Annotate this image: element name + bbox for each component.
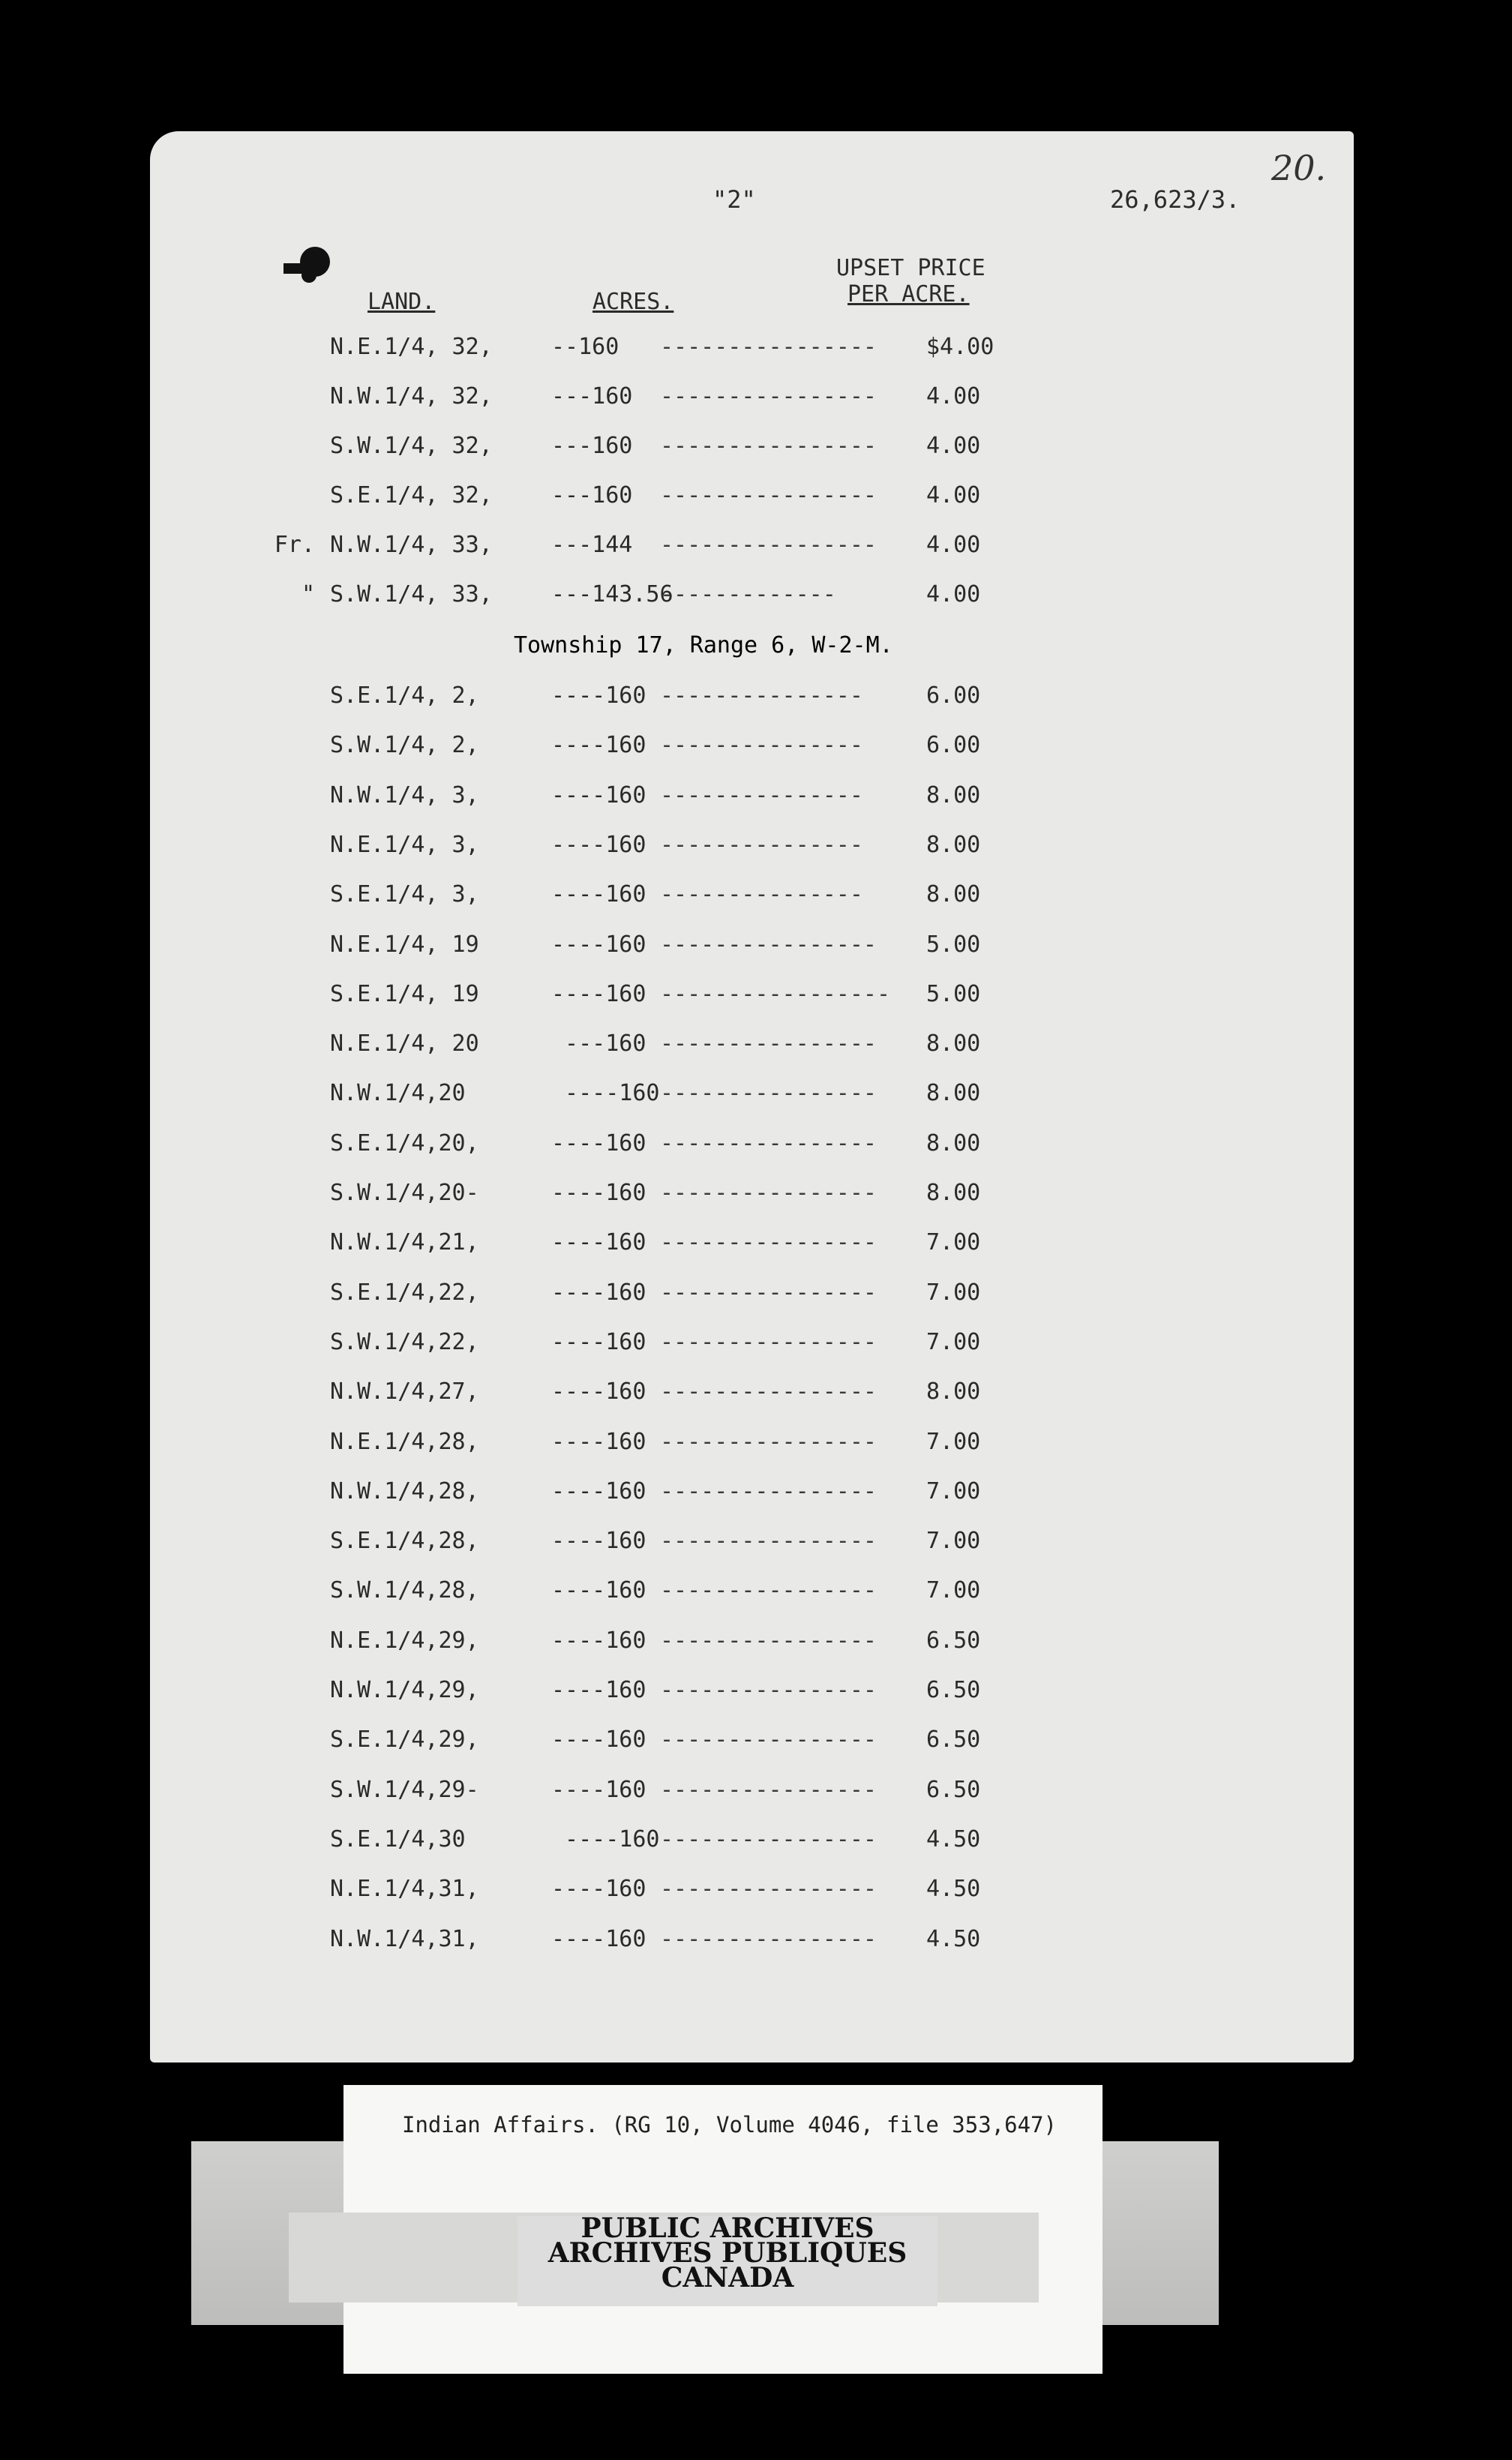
price-per-acre: 8.00 (926, 1180, 981, 1206)
ink-blot-icon (284, 245, 333, 287)
land-row (150, 1130, 1354, 1168)
price-per-acre: 4.00 (926, 532, 981, 558)
acres-value: ----160 (551, 1080, 660, 1107)
leader-dashes: ---------------- (660, 482, 877, 508)
leader-dashes: ---------------- (660, 1528, 877, 1555)
land-prefix: Fr. (274, 532, 315, 558)
acres-value: ----160 (551, 1528, 646, 1555)
acres-value: ----160 (551, 1577, 646, 1604)
land-description: N.E.1/4, 19 (330, 931, 479, 958)
header-acres: ACRES. (592, 289, 674, 315)
leader-dashes: ---------------- (660, 1080, 877, 1107)
acres-value: ----160 (551, 1677, 646, 1703)
acres-value: ----160 (551, 1229, 646, 1256)
leader-dashes: ---------------- (660, 1577, 877, 1604)
land-description: S.W.1/4,28, (330, 1577, 479, 1604)
price-per-acre: 8.00 (926, 782, 981, 808)
acres-value: ----160 (551, 782, 646, 808)
acres-value: ----160 (551, 682, 646, 709)
price-per-acre: 8.00 (926, 1080, 981, 1107)
land-row (150, 1229, 1354, 1267)
price-per-acre: 6.50 (926, 1627, 981, 1654)
land-description: N.E.1/4,31, (330, 1876, 479, 1903)
price-per-acre: 5.00 (926, 931, 981, 958)
leader-dashes: ----------------- (660, 980, 891, 1007)
header-per-acre: PER ACRE. (848, 281, 970, 308)
land-row (150, 1777, 1354, 1814)
land-row (150, 482, 1354, 520)
file-reference: 26,623/3. (1110, 185, 1240, 214)
archive-caption: Indian Affairs. (RG 10, Volume 4046, file 353,647) (402, 2112, 1057, 2138)
page-label: "2" (712, 185, 756, 214)
document-page (150, 131, 1354, 2062)
land-row (150, 1577, 1354, 1615)
land-row (150, 1478, 1354, 1516)
land-description: N.W.1/4, 33, (330, 532, 493, 558)
leader-dashes: ---------------- (660, 1030, 877, 1058)
land-row (150, 1677, 1354, 1714)
land-row (150, 1080, 1354, 1118)
leader-dashes: ---------------- (660, 383, 877, 410)
leader-dashes: ---------------- (660, 1428, 877, 1455)
leader-dashes: --------------- (660, 782, 863, 808)
leader-dashes: ---------------- (660, 1130, 877, 1156)
land-description: S.E.1/4,30 (330, 1826, 466, 1852)
land-row (150, 334, 1354, 371)
land-row (150, 532, 1354, 569)
land-description: N.W.1/4,31, (330, 1925, 479, 1952)
land-row (150, 433, 1354, 470)
land-description: S.E.1/4, 19 (330, 980, 479, 1007)
leader-dashes: --------------- (660, 732, 863, 759)
price-per-acre: 8.00 (926, 1378, 981, 1406)
acres-value: ----160 (551, 980, 646, 1007)
acres-value: ----160 (551, 1627, 646, 1654)
land-row (150, 1628, 1354, 1665)
land-description: N.W.1/4, 32, (330, 383, 493, 410)
acres-value: ----160 (551, 1876, 646, 1903)
price-per-acre: $4.00 (926, 334, 994, 360)
land-description: S.W.1/4,29- (330, 1776, 479, 1803)
land-description: S.E.1/4,28, (330, 1528, 479, 1555)
land-row (150, 932, 1354, 969)
acres-value: ----160 (551, 1478, 646, 1504)
land-description: S.E.1/4, 3, (330, 881, 479, 908)
land-row (150, 981, 1354, 1018)
leader-dashes: ---------------- (660, 433, 877, 459)
leader-dashes: --------------- (660, 831, 863, 858)
land-description: S.E.1/4, 32, (330, 482, 493, 508)
price-per-acre: 7.00 (926, 1478, 981, 1504)
leader-dashes: ---------------- (660, 1876, 877, 1903)
price-per-acre: 4.00 (926, 433, 981, 459)
leader-dashes: ---------------- (660, 1328, 877, 1355)
stamp-line-1: PUBLIC ARCHIVES (580, 2212, 874, 2244)
township-heading: Township 17, Range 6, W-2-M. (514, 632, 893, 658)
acres-value: ----160 (551, 1726, 646, 1754)
land-description: N.W.1/4,20 (330, 1080, 466, 1107)
price-per-acre: 7.00 (926, 1528, 981, 1555)
leader-dashes: ---------------- (660, 1677, 877, 1703)
land-row (150, 1826, 1354, 1864)
leader-dashes: ---------------- (660, 1826, 877, 1852)
leader-dashes: ---------------- (660, 1776, 877, 1803)
land-description: N.W.1/4,29, (330, 1677, 479, 1703)
price-per-acre: 4.50 (926, 1925, 981, 1952)
leader-dashes: --------------- (660, 682, 863, 709)
land-row (150, 1429, 1354, 1466)
price-per-acre: 6.50 (926, 1726, 981, 1754)
acres-value: ---160 (551, 383, 633, 410)
land-description: N.E.1/4, 32, (330, 334, 493, 360)
land-description: N.E.1/4,29, (330, 1627, 479, 1654)
land-row (150, 1926, 1354, 1964)
price-per-acre: 8.00 (926, 831, 981, 858)
land-row (150, 581, 1354, 619)
acres-value: ---160 (551, 482, 633, 508)
land-prefix: " (301, 581, 315, 608)
land-row (150, 383, 1354, 421)
land-description: S.W.1/4,20- (330, 1180, 479, 1206)
leader-dashes: ---------------- (660, 1180, 877, 1206)
land-row (150, 1329, 1354, 1366)
acres-value: ---144 (551, 532, 633, 558)
price-per-acre: 4.00 (926, 482, 981, 508)
land-description: N.W.1/4,27, (330, 1378, 479, 1406)
leader-dashes: ---------------- (660, 334, 877, 360)
land-row (150, 1726, 1354, 1764)
price-per-acre: 6.50 (926, 1776, 981, 1803)
price-per-acre: 7.00 (926, 1577, 981, 1604)
land-description: S.W.1/4, 32, (330, 433, 493, 459)
acres-value: ----160 (551, 1279, 646, 1306)
land-row (150, 1378, 1354, 1416)
land-description: S.W.1/4, 33, (330, 581, 493, 608)
leader-dashes: ---------------- (660, 1627, 877, 1654)
archives-stamp (518, 2212, 938, 2306)
price-per-acre: 7.00 (926, 1328, 981, 1355)
header-upset-price: UPSET PRICE (836, 255, 986, 281)
acres-value: ----160 (551, 831, 646, 858)
acres-value: ----160 (551, 1925, 646, 1952)
price-per-acre: 7.00 (926, 1279, 981, 1306)
acres-value: ---160 (551, 1030, 646, 1058)
land-description: N.W.1/4, 3, (330, 782, 479, 808)
land-description: S.E.1/4,29, (330, 1726, 479, 1754)
land-description: N.W.1/4,21, (330, 1229, 479, 1256)
price-per-acre: 6.50 (926, 1677, 981, 1703)
price-per-acre: 5.00 (926, 980, 981, 1007)
land-row (150, 1030, 1354, 1068)
land-row (150, 1876, 1354, 1913)
land-row (150, 732, 1354, 770)
acres-value: ----160 (551, 1130, 646, 1156)
land-description: S.W.1/4, 2, (330, 732, 479, 759)
leader-dashes: ---------------- (660, 931, 877, 958)
leader-dashes: ---------------- (660, 1378, 877, 1406)
land-description: S.E.1/4,20, (330, 1130, 479, 1156)
leader-dashes: ---------------- (660, 1925, 877, 1952)
leader-dashes: --------------- (660, 881, 863, 908)
acres-value: ----160 (551, 1428, 646, 1455)
price-per-acre: 4.00 (926, 383, 981, 410)
price-per-acre: 7.00 (926, 1229, 981, 1256)
price-per-acre: 6.00 (926, 732, 981, 759)
price-per-acre: 4.00 (926, 581, 981, 608)
price-per-acre: 7.00 (926, 1428, 981, 1455)
land-description: S.E.1/4, 2, (330, 682, 479, 709)
land-row (150, 1180, 1354, 1217)
acres-value: ----160 (551, 732, 646, 759)
folio-number: 20. (1271, 148, 1327, 188)
acres-value: ----160 (551, 931, 646, 958)
leader-dashes: ---------------- (660, 1726, 877, 1754)
leader-dashes: ---------------- (660, 1279, 877, 1306)
price-per-acre: 8.00 (926, 1030, 981, 1058)
land-description: N.E.1/4, 3, (330, 831, 479, 858)
leader-dashes: ---------------- (660, 532, 877, 558)
leader-dashes: ---------------- (660, 1229, 877, 1256)
price-per-acre: 8.00 (926, 881, 981, 908)
acres-value: ---160 (551, 433, 633, 459)
price-per-acre: 6.00 (926, 682, 981, 709)
land-row (150, 682, 1354, 720)
land-row (150, 832, 1354, 869)
land-row (150, 881, 1354, 919)
acres-value: ----160 (551, 1776, 646, 1803)
stamp-line-3: CANADA (661, 2262, 794, 2294)
price-per-acre: 4.50 (926, 1826, 981, 1852)
acres-value: --160 (551, 334, 620, 360)
price-per-acre: 4.50 (926, 1876, 981, 1903)
land-row (150, 1528, 1354, 1565)
price-per-acre: 8.00 (926, 1130, 981, 1156)
header-land: LAND. (368, 289, 436, 315)
acres-value: ---143.56 (551, 581, 674, 608)
acres-value: ----160 (551, 1378, 646, 1406)
land-description: S.E.1/4,22, (330, 1279, 479, 1306)
acres-value: ----160 (551, 1180, 646, 1206)
acres-value: ----160 (551, 1328, 646, 1355)
land-row (150, 1280, 1354, 1317)
land-description: N.W.1/4,28, (330, 1478, 479, 1504)
leader-dashes: ------------- (660, 581, 836, 608)
leader-dashes: ---------------- (660, 1478, 877, 1504)
land-description: N.E.1/4, 20 (330, 1030, 479, 1058)
acres-value: ----160 (551, 881, 646, 908)
land-description: S.W.1/4,22, (330, 1328, 479, 1355)
land-description: N.E.1/4,28, (330, 1428, 479, 1455)
stamp-line-2: ARCHIVES PUBLIQUES (548, 2237, 908, 2269)
land-row (150, 782, 1354, 820)
acres-value: ----160 (551, 1826, 660, 1852)
